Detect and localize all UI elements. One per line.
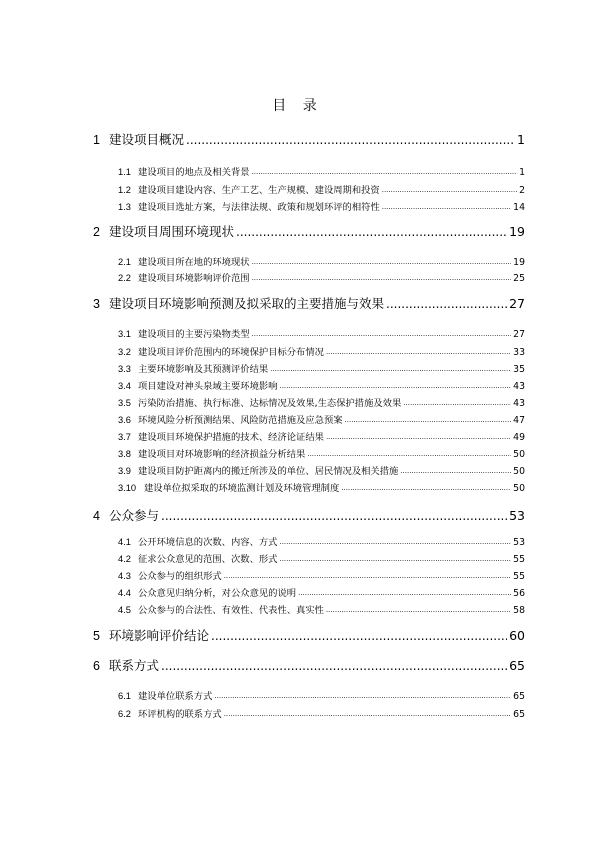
toc-entry-subsection[interactable] — [118, 463, 525, 477]
toc-entry-subsection[interactable] — [118, 412, 525, 426]
toc-entry-section[interactable] — [93, 130, 525, 148]
toc-entry-section[interactable] — [93, 222, 525, 240]
toc-entry-section[interactable] — [93, 506, 525, 524]
page-number: 50 — [513, 483, 525, 494]
page-number: 19 — [513, 257, 525, 268]
dot-leader — [307, 446, 511, 460]
section-number: 1 — [93, 133, 100, 147]
subsection-number: 1.3 — [118, 202, 131, 212]
subsection-number: 6.2 — [118, 709, 131, 719]
subsection-title: 建设项目所在地的环境现状 — [138, 257, 250, 268]
section-title: 建设项目环境影响预测及拟采取的主要措施与效果 — [109, 296, 385, 311]
subsection-title: 污染防治措施、执行标准、达标情况及效果,生态保护措施及效果 — [138, 398, 402, 409]
dot-leader — [236, 222, 507, 240]
subsection-number: 3.1 — [118, 329, 131, 339]
subsection-title: 建设项目对环境影响的经济损益分析结果 — [138, 449, 306, 460]
subsection-number: 3.3 — [118, 364, 131, 374]
dot-leader — [186, 130, 515, 148]
page-number: 1 — [519, 167, 525, 178]
dot-leader — [224, 568, 511, 582]
toc-entry-subsection[interactable] — [118, 568, 525, 582]
toc-entry-subsection[interactable] — [118, 326, 525, 340]
toc-entry-subsection[interactable] — [118, 534, 525, 548]
subsection-number: 6.1 — [118, 691, 131, 701]
toc-entry-section[interactable] — [93, 626, 525, 644]
toc-entry-subsection[interactable] — [118, 602, 525, 616]
page-number: 33 — [513, 347, 525, 358]
dot-leader — [161, 656, 507, 674]
subsection-title: 建设项目的主要污染物类型 — [138, 329, 250, 340]
section-title: 联系方式 — [109, 658, 160, 673]
toc-entry-subsection[interactable] — [118, 446, 525, 460]
section-number: 2 — [93, 225, 100, 239]
section-number: 3 — [93, 297, 100, 311]
subsection-number: 2.2 — [118, 273, 131, 283]
subsection-title: 征求公众意见的范围、次数、形式 — [138, 554, 278, 565]
toc-entry-subsection[interactable] — [118, 585, 525, 599]
page-number: 50 — [513, 466, 525, 477]
subsection-title: 公众参与的合法性、有效性、代表性、真实性 — [138, 605, 324, 616]
section-number: 4 — [93, 509, 100, 523]
page-number: 58 — [513, 605, 525, 616]
dot-leader — [252, 326, 512, 340]
dot-leader — [214, 688, 511, 702]
dot-leader — [211, 626, 507, 644]
page-number: 14 — [513, 202, 525, 213]
page-number: 56 — [513, 588, 525, 599]
dot-leader — [252, 164, 518, 178]
toc-entry-section[interactable] — [93, 294, 525, 312]
section-number: 6 — [93, 659, 100, 673]
dot-leader — [326, 344, 511, 358]
subsection-number: 3.6 — [118, 415, 131, 425]
toc-entry-section[interactable] — [93, 656, 525, 674]
dot-leader — [279, 378, 511, 392]
page-number: 43 — [513, 398, 525, 409]
section-title: 建设项目概况 — [109, 132, 185, 147]
page-number: 1 — [517, 132, 525, 147]
page-number: 53 — [513, 537, 525, 548]
toc-entry-subsection[interactable] — [118, 344, 525, 358]
page-number: 55 — [513, 571, 525, 582]
subsection-number: 3.5 — [118, 398, 131, 408]
toc-entry-subsection[interactable] — [118, 378, 525, 392]
subsection-title: 建设项目环境保护措施的技术、经济论证结果 — [138, 432, 324, 443]
toc-entry-subsection[interactable] — [118, 182, 525, 196]
subsection-number: 3.9 — [118, 466, 131, 476]
subsection-number: 4.2 — [118, 554, 131, 564]
subsection-title: 公开环境信息的次数、内容、方式 — [138, 537, 278, 548]
page-number: 2 — [519, 185, 525, 196]
subsection-title: 建设项目防护距离内的搬迁所涉及的单位、居民情况及相关措施 — [138, 466, 399, 477]
subsection-number: 3.10 — [118, 483, 137, 493]
dot-leader — [400, 463, 511, 477]
toc-entry-subsection[interactable] — [118, 706, 525, 720]
dot-leader — [326, 602, 511, 616]
subsection-title: 建设单位联系方式 — [138, 691, 213, 702]
page-number: 47 — [513, 415, 525, 426]
dot-leader — [279, 534, 511, 548]
subsection-number: 3.8 — [118, 449, 131, 459]
page-number: 60 — [509, 628, 525, 643]
subsection-number: 1.2 — [118, 185, 131, 195]
subsection-number: 4.4 — [118, 588, 131, 598]
subsection-number: 2.1 — [118, 257, 131, 267]
subsection-title: 公众参与的组织形式 — [138, 571, 222, 582]
dot-leader — [382, 182, 517, 196]
subsection-title: 公众意见归纳分析，对公众意见的说明 — [138, 588, 297, 599]
page-number: 50 — [513, 449, 525, 460]
toc-title: 目 录 — [272, 98, 323, 114]
subsection-title: 建设项目评价范围内的环境保护目标分布情况 — [138, 347, 324, 358]
dot-leader — [386, 294, 507, 312]
subsection-number: 3.2 — [118, 347, 131, 357]
subsection-title: 环境风险分析预测结果、风险防范措施及应急预案 — [138, 415, 343, 426]
dot-leader — [341, 480, 511, 494]
subsection-number: 4.3 — [118, 571, 131, 581]
toc-entry-subsection[interactable] — [118, 199, 525, 213]
dot-leader — [382, 199, 511, 213]
page-number: 65 — [513, 691, 525, 702]
toc-entry-subsection[interactable] — [118, 551, 525, 565]
dot-leader — [224, 706, 511, 720]
subsection-title: 建设项目选址方案，与法律法规、政策和规划环评的相符性 — [138, 202, 380, 213]
toc-entry-subsection[interactable] — [118, 480, 525, 494]
section-title: 公众参与 — [109, 508, 160, 523]
section-title: 建设项目周围环境现状 — [109, 224, 235, 239]
toc-entry-subsection[interactable] — [118, 395, 525, 409]
dot-leader — [252, 270, 512, 284]
dot-leader — [161, 506, 507, 524]
subsection-number: 1.1 — [118, 167, 131, 177]
subsection-title: 建设项目的地点及相关背景 — [138, 167, 250, 178]
section-title: 环境影响评价结论 — [109, 628, 210, 643]
page-number: 35 — [513, 364, 525, 375]
subsection-title: 主要环境影响及其预测评价结果 — [138, 364, 269, 375]
dot-leader — [270, 361, 511, 375]
subsection-number: 3.4 — [118, 381, 131, 391]
subsection-title: 建设单位拟采取的环境监测计划及环境管理制度 — [144, 483, 340, 494]
subsection-title: 环评机构的联系方式 — [138, 709, 222, 720]
page-number: 27 — [509, 296, 525, 311]
dot-leader — [298, 585, 511, 599]
page-number: 19 — [509, 224, 525, 239]
section-number: 5 — [93, 629, 100, 643]
toc-entry-subsection[interactable] — [118, 361, 525, 375]
subsection-title: 建设项目建设内容、生产工艺、生产规模、建设周期和投资 — [138, 185, 380, 196]
page-number: 25 — [513, 273, 525, 284]
page-number: 65 — [513, 709, 525, 720]
dot-leader — [279, 551, 511, 565]
page-number: 65 — [509, 658, 525, 673]
page-number: 53 — [509, 508, 525, 523]
toc-entry-subsection[interactable] — [118, 270, 525, 284]
subsection-number: 4.1 — [118, 537, 131, 547]
toc-entry-subsection[interactable] — [118, 429, 525, 443]
toc-entry-subsection[interactable] — [118, 688, 525, 702]
toc-entry-subsection[interactable] — [118, 254, 525, 268]
page-number: 43 — [513, 381, 525, 392]
toc-entry-subsection[interactable] — [118, 164, 525, 178]
page-number: 49 — [513, 432, 525, 443]
dot-leader — [326, 429, 511, 443]
subsection-title: 项目建设对神头泉域主要环境影响 — [138, 381, 278, 392]
subsection-title: 建设项目环境影响评价范围 — [138, 273, 250, 284]
subsection-number: 4.5 — [118, 605, 131, 615]
dot-leader — [403, 395, 511, 409]
dot-leader — [252, 254, 512, 268]
page-number: 55 — [513, 554, 525, 565]
subsection-number: 3.7 — [118, 432, 131, 442]
page-number: 27 — [513, 329, 525, 340]
dot-leader — [345, 412, 512, 426]
